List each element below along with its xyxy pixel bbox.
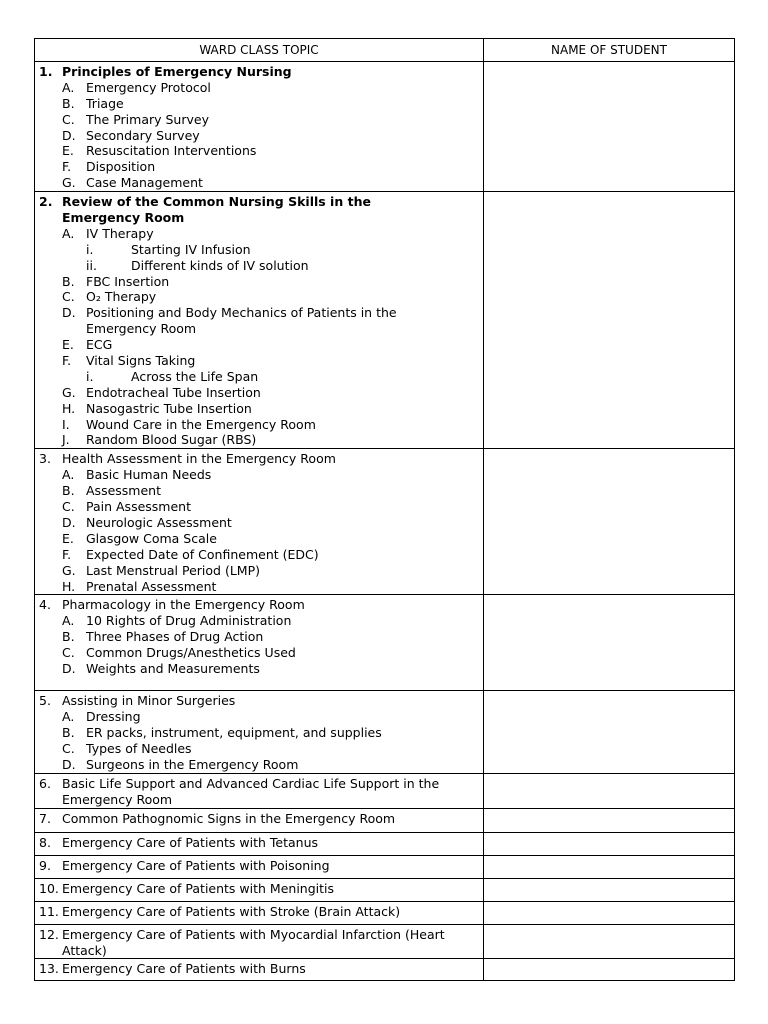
item-marker: J. xyxy=(62,432,70,448)
topic-subitem xyxy=(39,757,479,773)
item-text: Review of the Common Nursing Skills in the xyxy=(62,194,371,210)
item-text: Starting IV Infusion xyxy=(131,241,251,257)
topic-heading xyxy=(39,904,479,920)
item-text: Pain Assessment xyxy=(86,499,191,515)
topic-heading xyxy=(39,64,479,80)
topic-heading xyxy=(39,881,479,897)
item-marker: D. xyxy=(62,660,76,676)
item-marker: B. xyxy=(62,95,75,111)
topic-subitem xyxy=(39,661,479,677)
topic-subitem xyxy=(39,613,479,629)
student-name-cell[interactable] xyxy=(484,832,735,855)
item-text: Weights and Measurements xyxy=(86,660,260,676)
item-marker: I. xyxy=(62,416,70,432)
item-marker: D. xyxy=(62,514,76,530)
table-row xyxy=(35,773,735,808)
topic-subitem xyxy=(39,258,479,274)
item-marker: F. xyxy=(62,353,72,369)
topic-cell xyxy=(35,449,484,595)
topic-subitem xyxy=(39,242,479,258)
item-text: Basic Life Support and Advanced Cardiac Life Support in the xyxy=(62,775,440,791)
item-marker: 8. xyxy=(39,834,51,850)
topic-subitem xyxy=(39,483,479,499)
item-marker: 10. xyxy=(39,880,59,896)
item-marker: A. xyxy=(62,79,75,95)
student-name-cell[interactable] xyxy=(484,901,735,924)
table-row xyxy=(35,449,735,595)
item-text: Emergency Room xyxy=(62,791,173,807)
item-text: Disposition xyxy=(86,159,156,175)
topic-cell xyxy=(35,959,484,981)
topic-cell xyxy=(35,773,484,808)
table-row xyxy=(35,924,735,959)
topic-subitem xyxy=(39,143,479,159)
item-text: Random Blood Sugar (RBS) xyxy=(86,432,257,448)
header-name-of-student: NAME OF STUDENT xyxy=(484,39,735,62)
item-text: ECG xyxy=(86,337,113,353)
student-name-cell[interactable] xyxy=(484,449,735,595)
item-marker: D. xyxy=(62,756,76,772)
item-marker: i. xyxy=(86,368,94,384)
topic-subitem xyxy=(39,629,479,645)
topic-heading xyxy=(39,451,479,467)
item-text: 10 Rights of Drug Administration xyxy=(86,613,292,629)
topic-cell xyxy=(35,832,484,855)
topic-subitem xyxy=(39,128,479,144)
item-marker: 9. xyxy=(39,857,51,873)
topic-subitem xyxy=(39,369,479,385)
item-text: Prenatal Assessment xyxy=(86,578,217,594)
item-text: Surgeons in the Emergency Room xyxy=(86,756,299,772)
item-marker: ii. xyxy=(86,257,97,273)
item-marker: C. xyxy=(62,289,75,305)
item-marker: G. xyxy=(62,562,76,578)
topic-subitem xyxy=(39,401,479,417)
item-text: Assisting in Minor Surgeries xyxy=(62,693,236,709)
item-marker: 4. xyxy=(39,597,51,613)
item-marker: A. xyxy=(62,225,75,241)
item-marker: B. xyxy=(62,725,75,741)
item-marker: G. xyxy=(62,384,76,400)
item-text: Emergency Care of Patients with Tetanus xyxy=(62,834,319,850)
item-text: Nasogastric Tube Insertion xyxy=(86,400,252,416)
item-text: Emergency Care of Patients with Burns xyxy=(62,961,306,977)
topic-subitem xyxy=(39,175,479,191)
item-marker: 12. xyxy=(39,926,59,942)
topic-cell xyxy=(35,855,484,878)
topic-subitem xyxy=(39,725,479,741)
item-marker: B. xyxy=(62,273,75,289)
item-text: Triage xyxy=(86,95,124,111)
item-text: Vital Signs Taking xyxy=(86,353,196,369)
item-marker: F. xyxy=(62,159,72,175)
item-text: Emergency Room xyxy=(62,210,185,226)
topic-subitem xyxy=(39,792,479,808)
topic-subitem xyxy=(39,353,479,369)
topic-subitem xyxy=(39,305,479,321)
topic-heading xyxy=(39,597,479,613)
item-text: FBC Insertion xyxy=(86,273,170,289)
item-marker: 6. xyxy=(39,775,51,791)
item-marker: 2. xyxy=(39,194,53,210)
topic-subitem xyxy=(39,112,479,128)
item-text: Emergency Care of Patients with Meningitis xyxy=(62,880,335,896)
student-name-cell[interactable] xyxy=(484,959,735,981)
topic-subitem xyxy=(39,709,479,725)
item-marker: 13. xyxy=(39,961,59,977)
item-text: Neurologic Assessment xyxy=(86,514,232,530)
header-row xyxy=(35,39,735,62)
topic-subitem xyxy=(39,159,479,175)
item-marker: A. xyxy=(62,467,75,483)
item-marker: 5. xyxy=(39,693,51,709)
item-marker: A. xyxy=(62,613,75,629)
topic-cell xyxy=(35,192,484,449)
item-text: O₂ Therapy xyxy=(86,289,157,305)
topic-heading xyxy=(39,693,479,709)
table-row xyxy=(35,192,735,449)
item-marker: 3. xyxy=(39,451,51,467)
topic-cell xyxy=(35,808,484,832)
table-row xyxy=(35,62,735,192)
item-marker: D. xyxy=(62,127,76,143)
table-row xyxy=(35,959,735,981)
topic-subitem xyxy=(39,274,479,290)
item-marker: 11. xyxy=(39,903,59,919)
topic-cell xyxy=(35,901,484,924)
topic-subitem xyxy=(39,531,479,547)
table-row xyxy=(35,832,735,855)
student-name-cell[interactable] xyxy=(484,192,735,449)
item-text: Expected Date of Confinement (EDC) xyxy=(86,546,319,562)
topic-subitem xyxy=(39,499,479,515)
topic-subitem xyxy=(39,385,479,401)
student-name-cell[interactable] xyxy=(484,808,735,832)
table-row xyxy=(35,878,735,901)
item-marker: G. xyxy=(62,175,76,191)
topic-subitem xyxy=(39,563,479,579)
item-marker: H. xyxy=(62,578,76,594)
item-text: Emergency Care of Patients with Poisoning xyxy=(62,857,330,873)
topic-heading xyxy=(39,927,479,943)
item-text: Types of Needles xyxy=(86,741,192,757)
topic-subitem xyxy=(39,467,479,483)
item-text: Emergency Care of Patients with Stroke (Brain Attack) xyxy=(62,903,401,919)
item-text: Different kinds of IV solution xyxy=(131,257,309,273)
item-marker: D. xyxy=(62,305,76,321)
topic-heading xyxy=(39,194,479,210)
item-text: Case Management xyxy=(86,175,203,191)
topic-heading xyxy=(39,811,479,827)
table-row xyxy=(35,595,735,691)
item-marker: C. xyxy=(62,499,75,515)
item-text: Glasgow Coma Scale xyxy=(86,530,217,546)
topic-subitem xyxy=(39,432,479,448)
student-name-cell[interactable] xyxy=(484,691,735,773)
topic-subitem xyxy=(39,80,479,96)
topic-subitem xyxy=(39,96,479,112)
item-marker: E. xyxy=(62,530,74,546)
item-text: Dressing xyxy=(86,709,141,725)
topic-subitem xyxy=(39,337,479,353)
item-text: Attack) xyxy=(62,942,107,958)
item-text: The Primary Survey xyxy=(86,111,209,127)
topic-rows xyxy=(35,62,735,981)
student-name-cell[interactable] xyxy=(484,773,735,808)
student-name-cell[interactable] xyxy=(484,855,735,878)
item-marker: B. xyxy=(62,629,75,645)
topic-heading xyxy=(39,858,479,874)
student-name-cell[interactable] xyxy=(484,595,735,691)
item-text: ER packs, instrument, equipment, and supplies xyxy=(86,725,382,741)
item-text: Endotracheal Tube Insertion xyxy=(86,384,261,400)
student-name-cell[interactable] xyxy=(484,924,735,959)
header-ward-class-topic: WARD CLASS TOPIC xyxy=(35,39,484,62)
student-name-cell[interactable] xyxy=(484,62,735,192)
item-text: Three Phases of Drug Action xyxy=(86,629,264,645)
item-text: Resuscitation Interventions xyxy=(86,143,257,159)
table-row xyxy=(35,691,735,773)
topic-subitem xyxy=(39,210,479,226)
item-marker: E. xyxy=(62,143,74,159)
item-text: Across the Life Span xyxy=(131,368,259,384)
item-marker: i. xyxy=(86,241,94,257)
topic-cell xyxy=(35,691,484,773)
item-marker: C. xyxy=(62,645,75,661)
item-marker: A. xyxy=(62,709,75,725)
item-text: Positioning and Body Mechanics of Patients in the xyxy=(86,305,397,321)
student-name-cell[interactable] xyxy=(484,878,735,901)
item-marker: H. xyxy=(62,400,76,416)
topic-subitem xyxy=(39,741,479,757)
topic-subitem xyxy=(39,579,479,595)
ward-class-table xyxy=(34,38,735,981)
item-marker: B. xyxy=(62,483,75,499)
item-text: Health Assessment in the Emergency Room xyxy=(62,451,336,467)
table-row xyxy=(35,808,735,832)
item-text: Pharmacology in the Emergency Room xyxy=(62,597,305,613)
item-text: Emergency Care of Patients with Myocardial Infarction (Heart xyxy=(62,926,445,942)
topic-subitem xyxy=(39,289,479,305)
topic-subitem xyxy=(39,515,479,531)
topic-heading xyxy=(39,961,479,977)
item-text: Assessment xyxy=(86,483,161,499)
topic-subitem xyxy=(39,226,479,242)
item-text: Last Menstrual Period (LMP) xyxy=(86,562,260,578)
item-text: Emergency Protocol xyxy=(86,79,211,95)
item-text: Secondary Survey xyxy=(86,127,200,143)
ward-class-document xyxy=(34,38,734,981)
item-marker: E. xyxy=(62,337,74,353)
topic-subitem xyxy=(39,943,479,959)
item-text: Principles of Emergency Nursing xyxy=(62,64,292,79)
topic-subitem xyxy=(39,417,479,433)
item-marker: F. xyxy=(62,546,72,562)
item-marker: C. xyxy=(62,741,75,757)
topic-cell xyxy=(35,62,484,192)
item-marker: 1. xyxy=(39,64,53,79)
item-text: Common Pathognomic Signs in the Emergency Room xyxy=(62,810,396,826)
topic-subitem xyxy=(39,321,479,337)
item-text: Common Drugs/Anesthetics Used xyxy=(86,645,296,661)
item-text: Basic Human Needs xyxy=(86,467,212,483)
topic-subitem xyxy=(39,547,479,563)
item-text: Wound Care in the Emergency Room xyxy=(86,416,316,432)
item-text: Emergency Room xyxy=(86,321,197,337)
table-row xyxy=(35,901,735,924)
topic-cell xyxy=(35,595,484,691)
table-row xyxy=(35,855,735,878)
topic-cell xyxy=(35,878,484,901)
topic-subitem xyxy=(39,645,479,661)
topic-cell xyxy=(35,924,484,959)
item-marker: 7. xyxy=(39,810,51,826)
topic-heading xyxy=(39,835,479,851)
item-text: IV Therapy xyxy=(86,225,154,241)
item-marker: C. xyxy=(62,111,75,127)
topic-heading xyxy=(39,776,479,792)
